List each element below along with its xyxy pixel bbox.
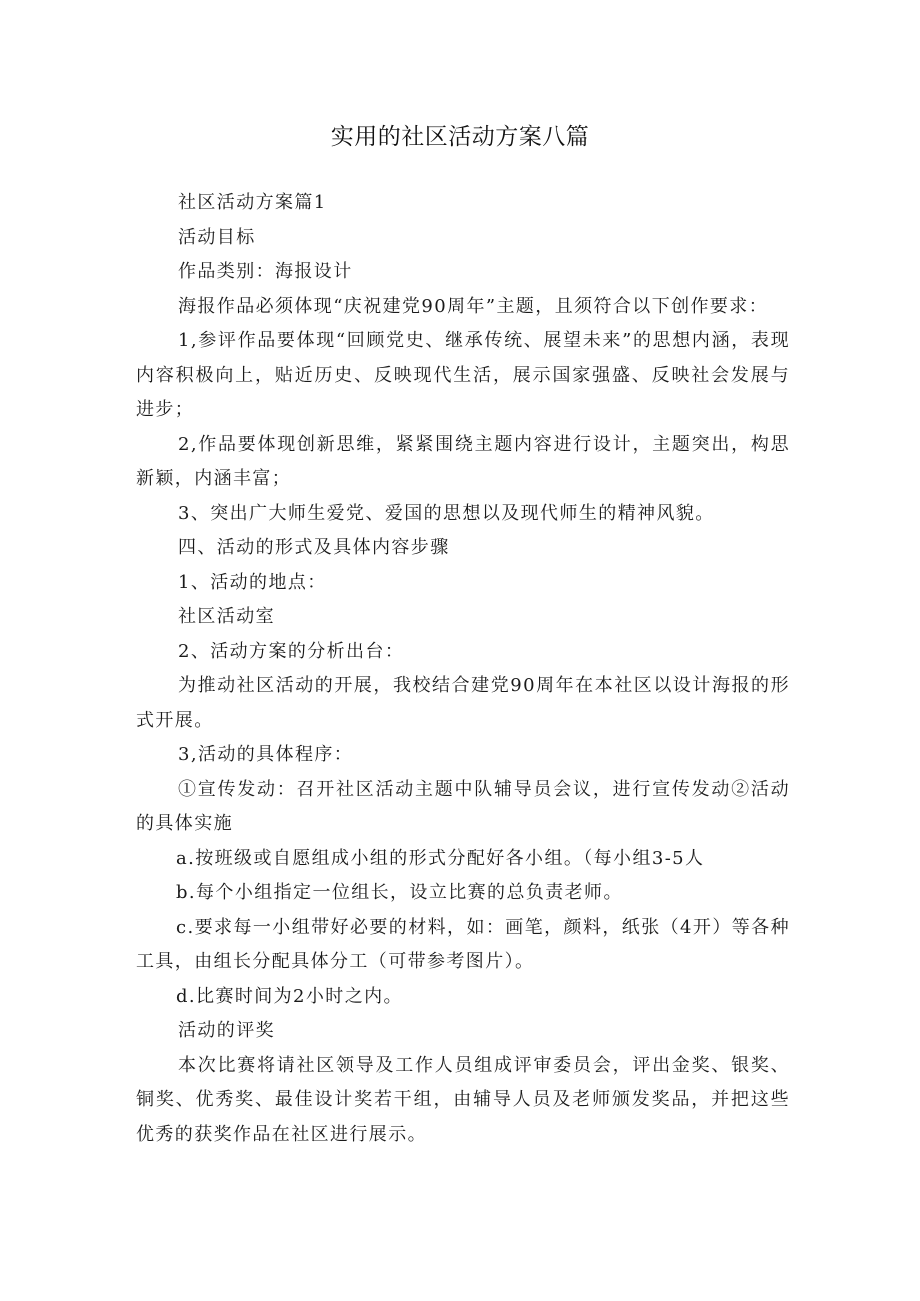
paragraph: 1,参评作品要体现“回顾党史、继承传统、展望未来”的思想内涵，表现内容积极向上，贴近历史、反映现代生活，展示国家强盛、反映社会发展与进步；	[136, 330, 790, 420]
paragraph: 四、活动的形式及具体内容步骤	[178, 537, 450, 558]
paragraph: 2,作品要体现创新思维，紧紧围绕主题内容进行设计，主题突出，构思新颖，内涵丰富；	[136, 433, 790, 489]
paragraph: 3、突出广大师生爱党、爱国的思想以及现代师生的精神风貌。	[178, 502, 715, 524]
paragraph: 3,活动的具体程序：	[178, 744, 354, 765]
list-item: b.每个小组指定一位组长，设立比赛的总负责老师。	[176, 882, 623, 903]
paragraph: 为推动社区活动的开展，我校结合建党90周年在本社区以设计海报的形式开展。	[136, 675, 790, 731]
paragraph: 本次比赛将请社区领导及工作人员组成评审委员会，评出金奖、银奖、铜奖、优秀奖、最佳设计奖若干组，由辅导人员及老师颁发奖品，并把这些优秀的获奖作品在社区进行展示。	[136, 1054, 790, 1145]
paragraph: 社区活动室	[178, 606, 275, 627]
list-item: a.按班级或自愿组成小组的形式分配好各小组。（每小组3-5人	[176, 847, 705, 869]
paragraph: 活动的评奖	[178, 1020, 275, 1041]
section-heading: 社区活动方案篇1	[178, 192, 327, 213]
list-item: d.比赛时间为2小时之内。	[176, 985, 403, 1007]
paragraph: 作品类别：海报设计	[178, 261, 353, 282]
paragraph: 活动目标	[178, 226, 256, 248]
paragraph: 1、活动的地点：	[178, 571, 327, 593]
paragraph: 2、活动方案的分析出台：	[178, 640, 405, 662]
list-item: c.要求每一小组带好必要的材料，如：画笔，颜料，纸张（4开）等各种工具，由组长分配具体分工（可带参考图片）。	[136, 916, 790, 972]
paragraph: 海报作品必须体现“庆祝建党90周年”主题，且须符合以下创作要求：	[178, 295, 769, 317]
paragraph: ①宣传发动：召开社区活动主题中队辅导员会议，进行宣传发动②活动的具体实施	[136, 778, 790, 834]
document-title: 实用的社区活动方案八篇	[330, 124, 590, 150]
document-body	[136, 186, 790, 1152]
